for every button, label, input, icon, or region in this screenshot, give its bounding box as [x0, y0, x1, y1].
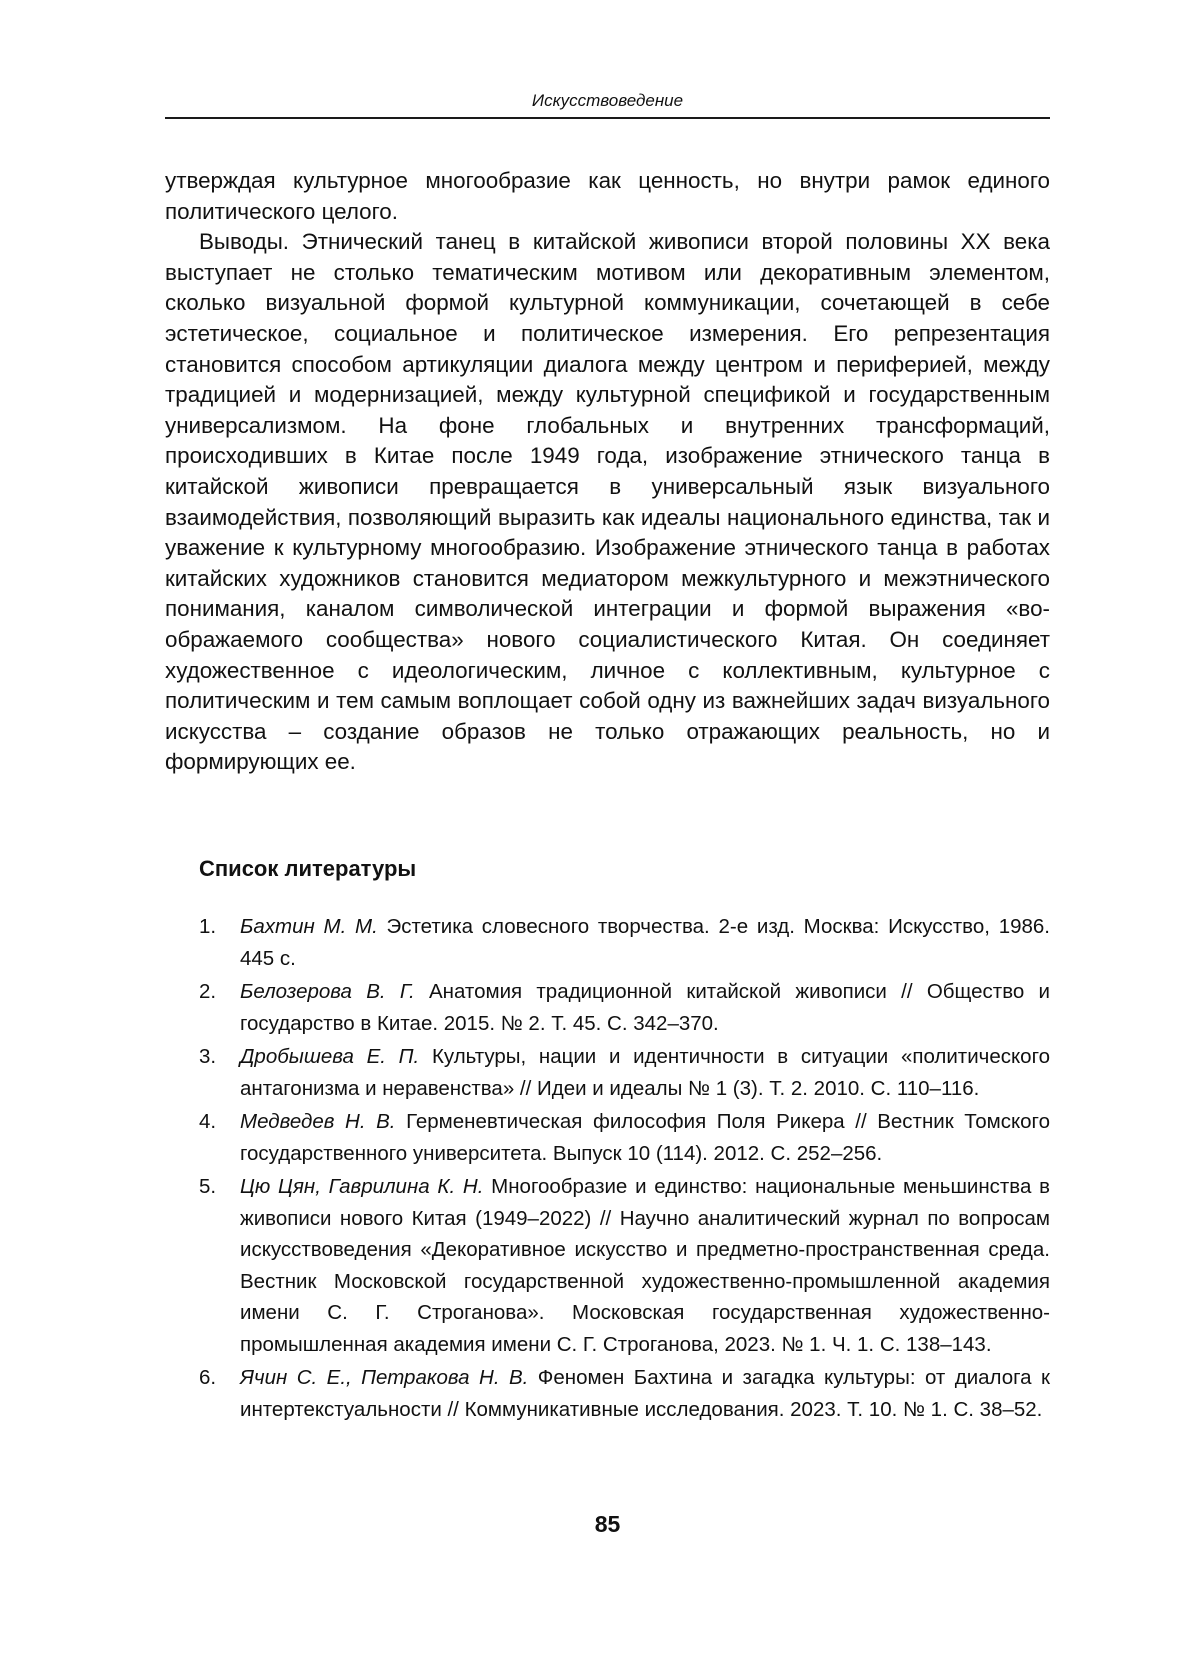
reference-number: 1.: [199, 915, 217, 938]
reference-item: [165, 1362, 1050, 1425]
reference-author: Бахтин М. М.: [240, 915, 378, 938]
reference-author: Медведев Н. В.: [240, 1110, 396, 1133]
reference-text: Многообразие и единство: национальные меньшинства в живописи нового Китая (1949–2022) // Научно аналитический журнал по вопросам искусствоведения «Декоративное искусство и предметно-пространственная среда. Вестник Московской государственной художественно-промышленной академия имени С. Г. Строганова». Московская государственная художественно-промышленная академия имени С. Г. Строганова, 2023. № 1. Ч. 1. С. 138–143.: [240, 1175, 1051, 1356]
reference-number: 6.: [199, 1366, 217, 1389]
reference-number: 5.: [199, 1175, 217, 1198]
reference-item: [165, 1171, 1050, 1360]
reference-text: Культуры, нации и идентичности в ситуации «политического антагонизма и неравенства» // Идеи и идеалы № 1 (3). Т. 2. 2010. С. 110–116.: [240, 1045, 1051, 1100]
reference-text: Герменевтическая философия Поля Рикера // Вестник Томского государственного университета. Выпуск 10 (114). 2012. С. 252–256.: [240, 1110, 1050, 1165]
paragraph-continuation: утверждая культурное многообразие как ценность, но внутри рамок единого политического целого.: [165, 168, 1050, 224]
reference-item: [165, 1041, 1050, 1104]
page: [165, 0, 1050, 1667]
references-list: [165, 911, 1050, 1427]
reference-text: Анатомия традиционной китайской живописи // Общество и государство в Китае. 2015. № 2. Т. 45. С. 342–370.: [240, 980, 1050, 1035]
reference-item: [165, 1106, 1050, 1169]
header-rule: [165, 117, 1050, 119]
references-heading: Список литературы: [199, 856, 417, 881]
reference-number: 3.: [199, 1045, 217, 1068]
running-head: Искусствоведение: [531, 91, 684, 110]
reference-text: Феномен Бахтина и загадка культуры: от диалога к интертекстуальности // Коммуникативные исследования. 2023. Т. 10. № 1. С. 38–52.: [240, 1366, 1050, 1421]
reference-author: Цю Цян, Гаврилина К. Н.: [240, 1175, 484, 1198]
reference-author: Дробышева Е. П.: [240, 1045, 420, 1068]
reference-author: Ячин С. Е., Петракова Н. В.: [240, 1366, 529, 1389]
reference-number: 4.: [199, 1110, 217, 1133]
reference-text: Эстетика словесного творчества. 2-е изд. Москва: Искусство, 1986. 445 с.: [240, 915, 1050, 970]
page-number: 85: [594, 1511, 621, 1537]
reference-number: 2.: [199, 980, 217, 1003]
reference-item: [165, 976, 1050, 1039]
paragraph-conclusions: Выводы. Этнический танец в китайской живописи второй половины XX века выступает не столько тематическим мотивом или декоративным элементом, сколько визуальной формой культурной коммуникации, сочетающей в себе эстетическое, социальное и политическое измерения. Его репрезентация становится способом артикуляции диалога между центром и периферией, между традицией и модернизацией, между культурной спецификой и государственным универсализмом. На фоне глобальных и внутренних трансформаций, происходивших в Китае после 1949 года, изображение этнического танца в китайской живописи превращается в универсальный язык визуального взаимодействия, позволяющий выразить как идеалы национального единства, так и уважение к культурному многообразию. Изображение этнического танца в работах китайских художников становится медиатором межкультурного и межэтнического понимания, каналом символической интеграции и формой выражения «воображаемого сообщества» нового социалистического Китая. Он соединяет художественное с идеологическим, личное с коллективным, культурное с политическим и тем самым воплощает собой одну из важнейших задач визуального искусства – создание образов не только отражающих реальность, но и формирующих ее.: [165, 229, 1050, 775]
article-body: [165, 166, 1050, 778]
reference-item: [165, 911, 1050, 974]
reference-author: Белозерова В. Г.: [240, 980, 415, 1003]
